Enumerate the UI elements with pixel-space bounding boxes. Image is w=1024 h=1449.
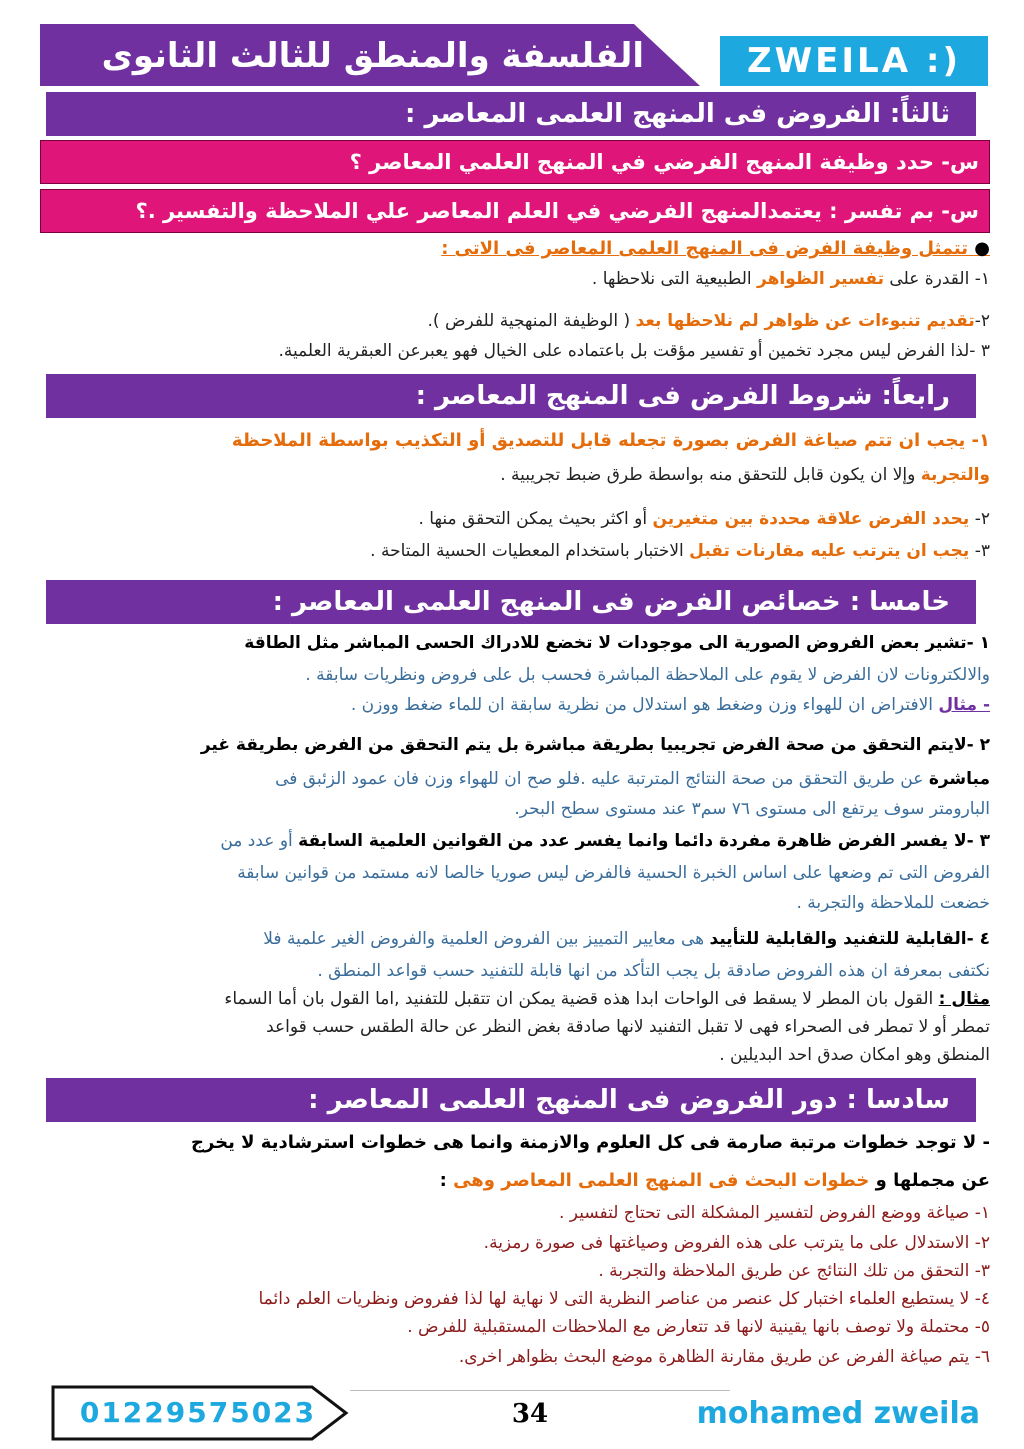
- intro-line: ● تتمثل وظيفة الفرض فى المنهج العلمى المعاصر فى الاتى :: [441, 238, 990, 259]
- section-4-heading: رابعاً: شروط الفرض فى المنهج المعاصر :: [46, 374, 976, 418]
- step-1: ١- صياغة ووضع الفروض لتفسير المشكلة التى تحتاج لتفسير .: [559, 1203, 990, 1223]
- property-4-example-line-3: المنطق وهو امكان صدق احد البديلين .: [719, 1045, 990, 1065]
- step-2: ٢- الاستدلال على ما يترتب على هذه الفروض وصياغتها فى صورة رمزية.: [483, 1233, 990, 1253]
- function-item-2: ٢-تقديم تنبوءات عن ظواهر لم نلاحظها بعد ( الوظيفة المنهجية للفرض ).: [427, 311, 990, 331]
- property-3-line-1: ٣ -لا يفسر الفرض ظاهرة مفردة دائما وانما يفسر عدد من القوانين العلمية السابقة أو عدد من: [220, 831, 990, 851]
- footer-divider: [350, 1390, 730, 1391]
- phone-number: 01229575023: [79, 1396, 317, 1429]
- page-title: الفلسفة والمنطق للثالث الثانوى: [101, 36, 644, 76]
- condition-2: ٢- يحدد الفرض علاقة محددة بين متغيرين أو اكثر بحيث يمكن التحقق منها .: [418, 509, 990, 529]
- role-line-2: عن مجملها و خطوات البحث فى المنهج العلمى المعاصر وهى :: [439, 1170, 990, 1191]
- function-item-3: ٣ -لذا الفرض ليس مجرد تخمين أو تفسير مؤقت بل باعتماده على الخيال فهو يعبرعن العبقرية العلمية.: [278, 341, 990, 361]
- condition-1-line-1: ١- يجب ان تتم صياغة الفرض بصورة تجعله قابل للتصديق أو التكذيب بواسطة الملاحظة: [231, 430, 990, 451]
- condition-3: ٣- يجب ان يترتب عليه مقارنات تقبل الاختبار باستخدام المعطيات الحسية المتاحة .: [370, 541, 990, 561]
- author-name: mohamed zweila: [696, 1396, 980, 1431]
- property-1-line-2: والالكترونات لان الفرض لا يقوم على الملاحظة المباشرة فحسب بل على فروض ونظريات سابقة .: [305, 665, 990, 685]
- section-3-heading: ثالثاً: الفروض فى المنهج العلمى المعاصر :: [46, 92, 976, 136]
- property-2-line-2: مباشرة عن طريق التحقق من صحة النتائج المترتبة عليه .فلو صح ان للهواء وزن فان عمود الزئبق فى: [275, 769, 990, 789]
- property-4-line-2: نكتفى بمعرفة ان هذه الفروض صادقة بل يجب التأكد من انها قابلة للتفنيد حسب قواعد المنطق .: [317, 961, 990, 981]
- step-3: ٣- التحقق من تلك النتائج عن طريق الملاحظة والتجربة .: [598, 1261, 990, 1281]
- property-3-line-3: خضعت للملاحظة والتجربة .: [796, 893, 990, 913]
- property-4-line-1: ٤ -القابلية للتفنيد والقابلية للتأييد هى معايير التمييز بين الفروض العلمية والفروض الغير علمية فلا: [263, 929, 990, 949]
- property-1-line-1: ١ -تشير بعض الفروض الصورية الى موجودات لا تخضع للادراك الحسى المباشر مثل الطاقة: [244, 633, 990, 653]
- condition-1-line-2: والتجربة وإلا ان يكون قابل للتحقق منه بواسطة طرق ضبط تجريبية .: [500, 465, 990, 485]
- property-2-line-3: البارومتر سوف يرتفع الى مستوى ٧٦ سم٣ عند مستوى سطح البحر.: [514, 799, 990, 819]
- role-line-1: - لا توجد خطوات مرتبة صارمة فى كل العلوم والازمنة وانما هى خطوات استرشادية لا يخرج: [190, 1132, 990, 1153]
- property-2-line-1: ٢ -لايتم التحقق من صحة الفرض تجريبيا بطريقة مباشرة بل يتم التحقق من الفرض بطريقة غير: [200, 735, 990, 755]
- question-2: س- بم تفسر : يعتمدالمنهج الفرضي في العلم المعاصر علي الملاحظة والتفسير .؟: [40, 189, 990, 233]
- step-6: ٦- يتم صياغة الفرض عن طريق مقارنة الظاهرة موضع البحث بظواهر اخرى.: [458, 1347, 990, 1367]
- page-number: 34: [511, 1399, 549, 1429]
- property-4-example-line-1: مثال : القول بان المطر لا يسقط فى الواحات ابدا هذه قضية يمكن ان تتقبل للتفنيد ,اما القول بان أما السماء: [224, 989, 990, 1009]
- step-5: ٥- محتملة ولا توصف بانها يقينية لانها قد تتعارض مع الملاحظات المستقبلية للفرض .: [407, 1317, 990, 1337]
- brand-logo-text: ZWEILA :): [747, 41, 961, 81]
- section-5-heading: خامسا : خصائص الفرض فى المنهج العلمى المعاصر :: [46, 580, 976, 624]
- function-item-1: ١- القدرة على تفسير الظواهر الطبيعية التى نلاحظها .: [591, 269, 990, 289]
- property-3-line-2: الفروض التى تم وضعها على اساس الخبرة الحسية فالفرض ليس صوريا خالصا لانه مستمد من قوانين سابقة: [237, 863, 990, 883]
- section-6-heading: سادسا : دور الفروض فى المنهج العلمى المعاصر :: [46, 1078, 976, 1122]
- property-1-line-3: - مثال الافتراض ان للهواء وزن وضغط هو استدلال من نظرية سابقة ان للماء ضغط ووزن .: [350, 695, 990, 715]
- bullet-icon: ●: [968, 238, 990, 259]
- property-4-example-line-2: تمطر أو لا تمطر فى الصحراء فهى لا تقبل التفنيد لانها صادقة بغض النظر عن حالة الطقس حسب قواعد: [266, 1017, 990, 1037]
- step-4: ٤- لا يستطيع العلماء اختبار كل عنصر من عناصر النظرية التى لا نهاية لها لذا ففروض ونظريات العلم دائما: [258, 1289, 990, 1309]
- question-1: س- حدد وظيفة المنهج الفرضي في المنهج العلمي المعاصر ؟: [40, 140, 990, 184]
